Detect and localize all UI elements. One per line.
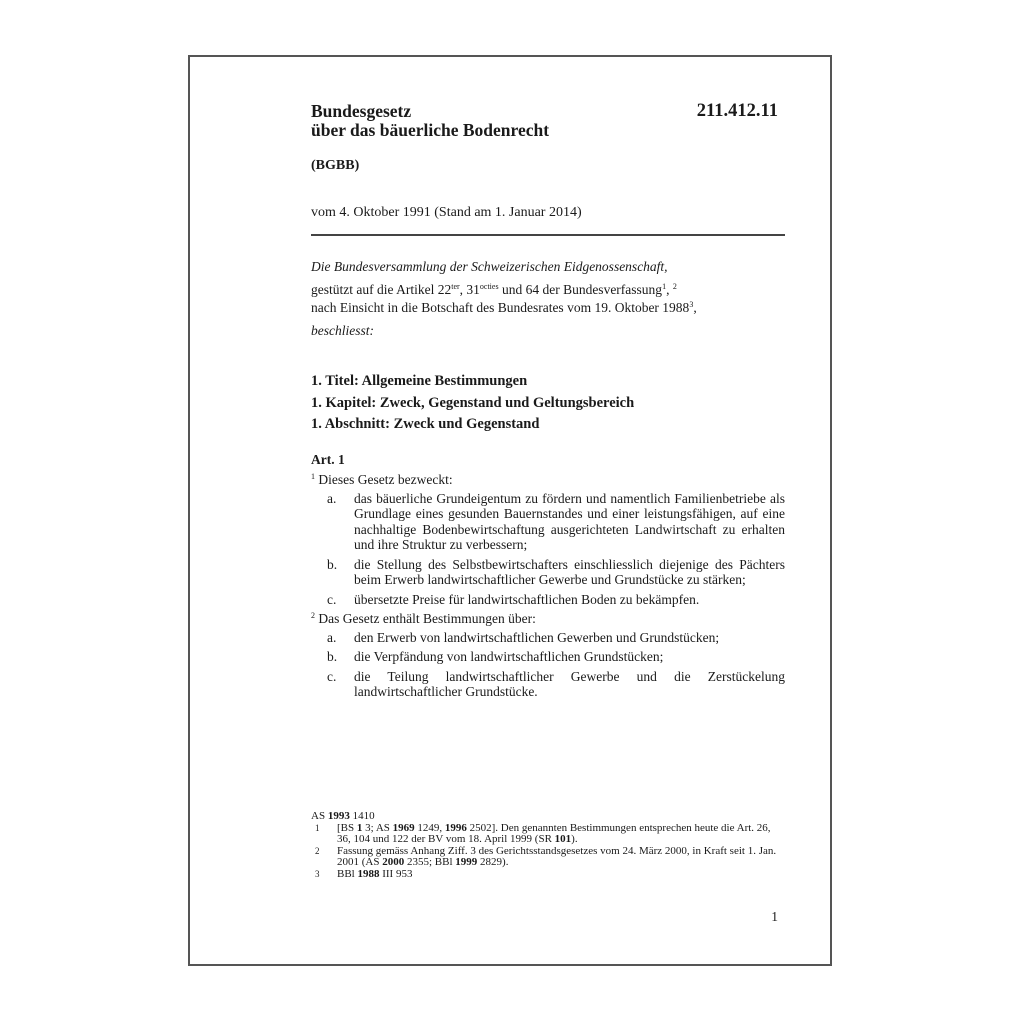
footnote-ref-2[interactable]: 2 bbox=[672, 282, 677, 291]
footnote-number: 3 bbox=[315, 868, 320, 879]
as-ref-text: AS bbox=[311, 810, 328, 822]
item-label: c. bbox=[327, 591, 337, 607]
footnote-list bbox=[311, 823, 785, 881]
article-body bbox=[311, 472, 785, 704]
list-item bbox=[311, 592, 785, 608]
title-line-2: über das bäuerliche Bodenrecht bbox=[311, 120, 550, 140]
section-headings bbox=[311, 373, 634, 438]
document-page bbox=[188, 55, 832, 966]
footnote-number: 2 bbox=[315, 845, 320, 856]
item-text: das bäuerliche Grundeigentum zu fördern und namentlich Familienbetriebe als Grundlage eines gesunden Bauernstandes und einer leistungsfähigen, auf eine nachhaltige Bodenbewirtschaftung ausgerichteten Landwirtschaft zu erhalten und ihre Struktur zu verbessern; bbox=[354, 490, 785, 552]
heading-section: 1. Abschnitt: Zweck und Gegenstand bbox=[311, 416, 540, 432]
as-ref-year: 1993 bbox=[327, 810, 350, 822]
message-text: , bbox=[693, 300, 697, 315]
paragraph-intro: Dieses Gesetz bezweckt: bbox=[315, 472, 453, 487]
page-number: 1 bbox=[771, 909, 778, 924]
enacting-body: Die Bundesversammlung der Schweizerischen Eidgenossenschaft, bbox=[311, 259, 668, 274]
footnote-text: BBl 1988 III 953 bbox=[337, 867, 413, 880]
item-text: die Verpfändung von landwirtschaftlichen Grundstücken; bbox=[354, 649, 664, 664]
footnote bbox=[311, 869, 785, 881]
preamble bbox=[311, 258, 791, 340]
paragraph-2 bbox=[311, 611, 785, 627]
list-item bbox=[311, 649, 785, 665]
heading-chapter: 1. Kapitel: Zweck, Gegenstand und Geltungsbereich bbox=[311, 394, 635, 411]
item-label: a. bbox=[327, 490, 337, 506]
heading-title: 1. Titel: Allgemeine Bestimmungen bbox=[311, 373, 528, 389]
sup-octies: octies bbox=[479, 282, 499, 291]
message-reference bbox=[311, 299, 791, 317]
basis-text: und 64 der Bundesverfassung bbox=[498, 282, 663, 297]
as-ref-page: 1410 bbox=[349, 810, 375, 822]
title-line-1: Bundesgesetz bbox=[311, 101, 412, 121]
footnote bbox=[311, 823, 785, 846]
paragraph-number: 2 bbox=[311, 611, 315, 620]
item-text: übersetzte Preise für landwirtschaftlichen Boden zu bekämpfen. bbox=[354, 591, 700, 607]
item-text: die Teilung landwirtschaftlicher Gewerbe und die Zerstückelung landwirtschaftlicher Grundstücke. bbox=[354, 668, 785, 699]
basis-text: gestützt auf die Artikel 22 bbox=[311, 282, 452, 297]
basis-text: , 31 bbox=[459, 282, 480, 297]
decides: beschliesst: bbox=[311, 323, 374, 338]
date-line: vom 4. Oktober 1991 (Stand am 1. Januar 2014) bbox=[311, 205, 582, 220]
footnote bbox=[311, 846, 785, 869]
list-item bbox=[311, 491, 785, 553]
footnote-text: Fassung gemäss Anhang Ziff. 3 des Gerichtsstandsgesetzes vom 24. März 2000, in Kraft seit 1. Jan. 2001 (AS 2000 2355; BBl 1999 2829). bbox=[337, 844, 777, 868]
footnote-ref-3[interactable]: 3 bbox=[689, 300, 694, 309]
list-item bbox=[311, 557, 785, 588]
item-label: c. bbox=[327, 668, 337, 684]
header-rule bbox=[311, 234, 785, 236]
footnote-number: 1 bbox=[315, 822, 320, 833]
list-item bbox=[311, 630, 785, 646]
item-label: b. bbox=[327, 649, 338, 664]
paragraph-1 bbox=[311, 472, 785, 488]
law-title bbox=[311, 102, 549, 140]
basis-text: , bbox=[666, 282, 673, 297]
item-label: a. bbox=[327, 629, 337, 645]
item-label: b. bbox=[327, 556, 338, 572]
sup-ter: ter bbox=[451, 282, 460, 291]
message-text: nach Einsicht in die Botschaft des Bundesrates vom 19. Oktober 1988 bbox=[311, 300, 690, 315]
footnote-text: [BS 1 3; AS 1969 1249, 1996 2502]. Den genannten Bestimmungen entsprechen heute die Art. 26, 36, 104 und 122 der BV vom 18. April 1999 (SR 101). bbox=[337, 821, 771, 845]
footnotes bbox=[311, 811, 785, 880]
footnote-ref-1[interactable]: 1 bbox=[662, 282, 667, 291]
sr-number: 211.412.11 bbox=[696, 101, 778, 121]
legal-basis bbox=[311, 281, 791, 299]
law-abbreviation: (BGBB) bbox=[311, 158, 360, 173]
list-item bbox=[311, 669, 785, 700]
item-text: den Erwerb von landwirtschaftlichen Gewerben und Grundstücken; bbox=[354, 629, 720, 645]
article-label: Art. 1 bbox=[311, 452, 345, 467]
paragraph-intro: Das Gesetz enthält Bestimmungen über: bbox=[315, 611, 536, 626]
paragraph-number: 1 bbox=[311, 472, 315, 481]
item-text: die Stellung des Selbstbewirtschafters einschliesslich diejenige des Pächters beim Erwerb landwirtschaftlicher Gewerbe und Grundstücke zu stärken; bbox=[354, 556, 785, 587]
